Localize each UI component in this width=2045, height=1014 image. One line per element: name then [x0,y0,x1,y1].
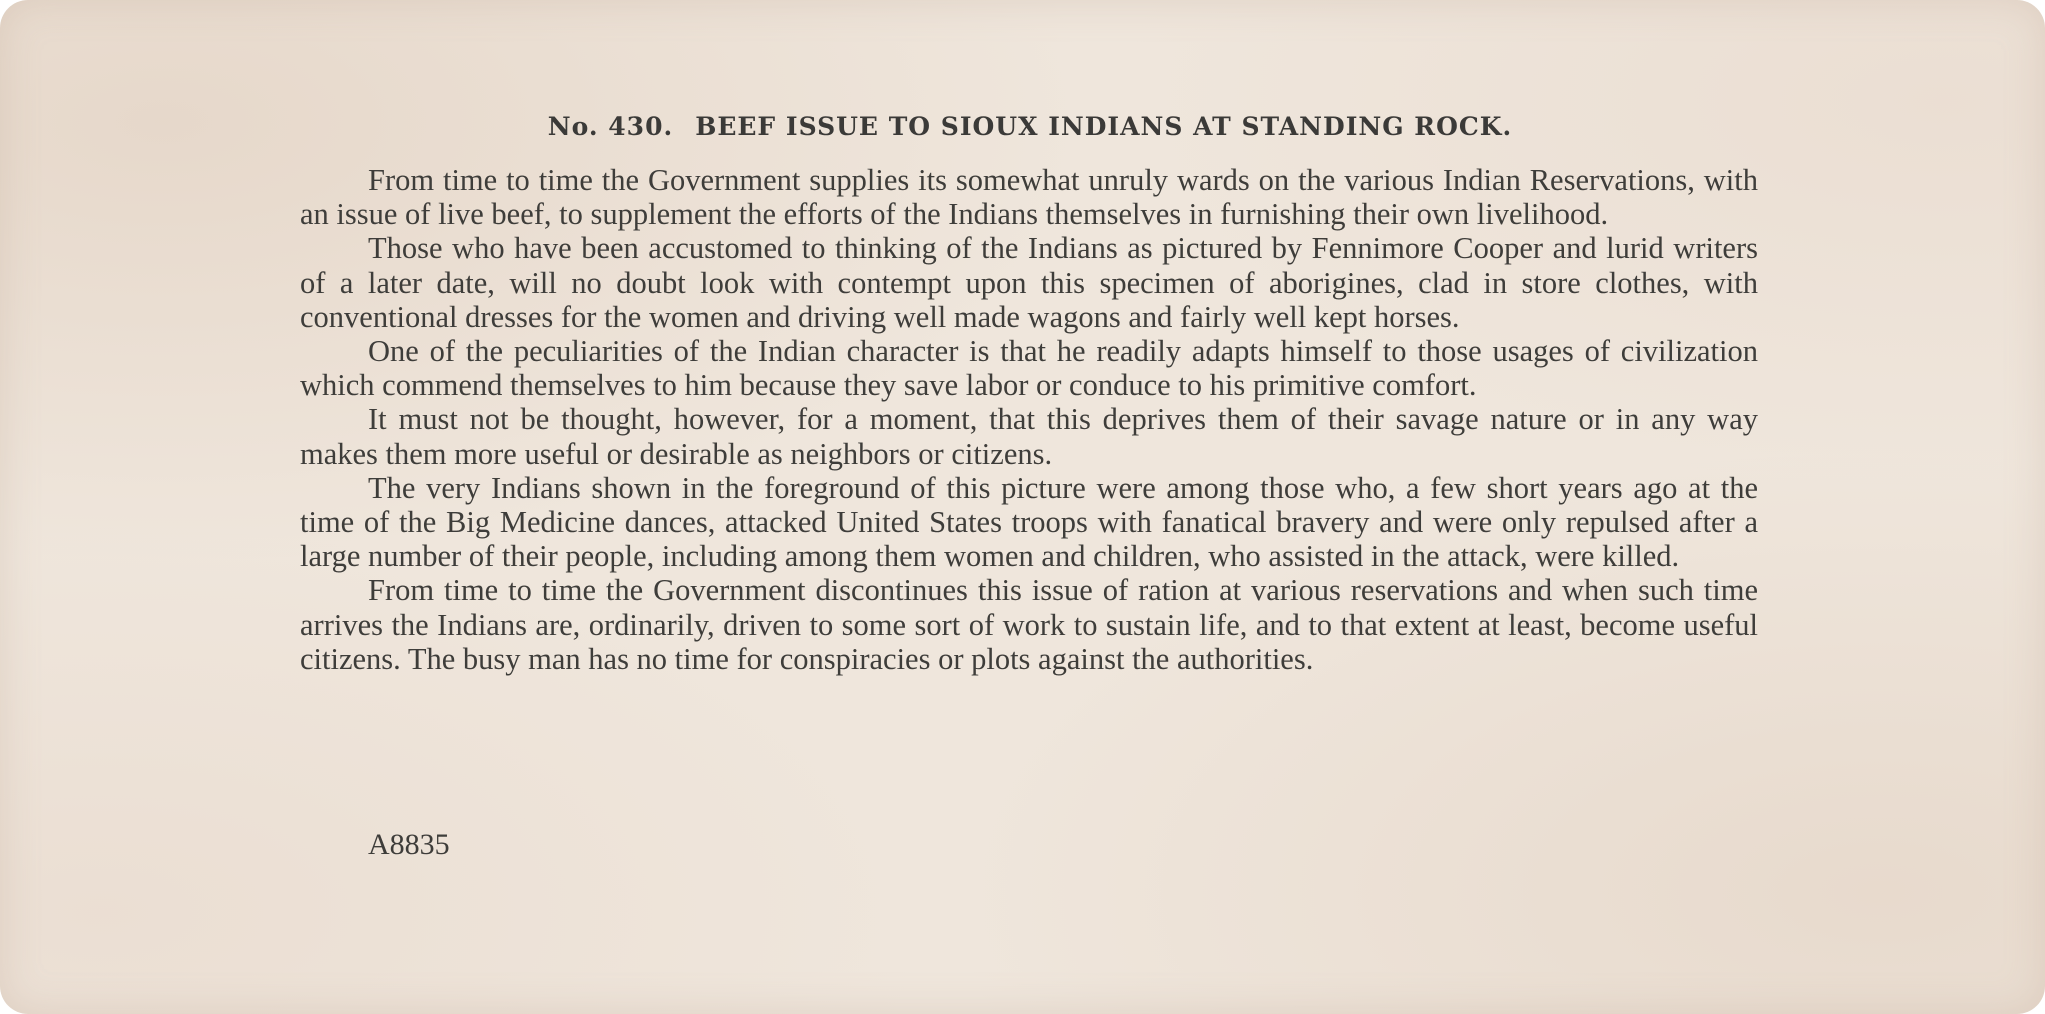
document-title [300,112,1760,141]
card-number: No. 430. [547,112,674,141]
paragraph: From time to time the Government supplies its somewhat unruly wards on the various Indian Reservations, with an issue of live beef, to supplement the efforts of the Indians themselves in furnishing their own livelihood. [300,163,1758,232]
paragraph: From time to time the Government discontinues this issue of ration at various reservations and when such time arrives the Indians are, ordinarily, driven to some sort of work to sustain life, and to that extent at least, become useful citizens. The busy man has no time for conspiracies or plots against the authorities. [300,573,1758,676]
paragraph: One of the peculiarities of the Indian character is that he readily adapts himself to those usages of civilization which commend themselves to him because they save labor or conduce to his primitive comfort. [300,334,1758,403]
description-body [300,163,1758,676]
catalog-code: A8835 [368,828,450,861]
paragraph: Those who have been accustomed to thinking of the Indians as pictured by Fennimore Cooper and lurid writers of a later date, will no doubt look with contempt upon this specimen of aborigines, clad in store clothes, with conventional dresses for the women and driving well made wagons and fairly well kept horses. [300,231,1758,334]
paragraph: The very Indians shown in the foreground of this picture were among those who, a few short years ago at the time of the Big Medicine dances, attacked United States troops with fanatical bravery and were only repulsed after a large number of their people, including among them women and children, who assisted in the attack, were killed. [300,470,1758,574]
paragraph: It must not be thought, however, for a moment, that this deprives them of their savage nature or in any way makes them more useful or desirable as neighbors or citizens. [300,402,1758,471]
title-text: BEEF ISSUE TO SIOUX INDIANS AT STANDING ROCK. [695,112,1513,141]
